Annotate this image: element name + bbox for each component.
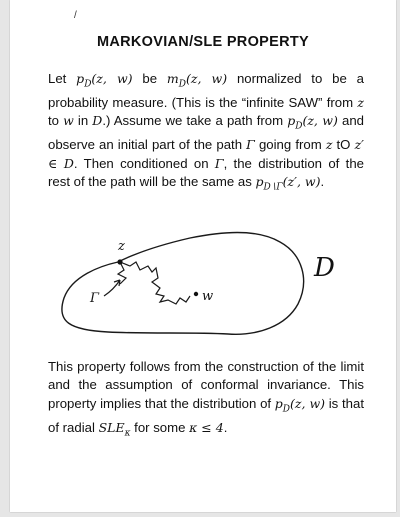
math-pD: $p_D(z$, w) [76, 71, 133, 90]
math-mD: $m_D(z$, w) [166, 71, 228, 90]
text: .) Assume we take a path from [102, 113, 288, 129]
text: . [223, 419, 228, 435]
paragraph-conclusion [48, 358, 364, 443]
label-gamma: Γ [90, 291, 100, 306]
text: tO [332, 137, 355, 153]
math-w: w [63, 113, 74, 129]
point-z [117, 259, 122, 264]
math-z: z [357, 94, 364, 110]
page-mark: / [74, 10, 77, 21]
domain-boundary [62, 233, 304, 335]
math-D: D [92, 113, 103, 129]
text: . Then conditioned on [73, 155, 215, 171]
label-D: D [314, 253, 335, 283]
text: going from [254, 137, 326, 153]
text: normalized to be a probability measure. (This is the “infinite SAW” from [48, 71, 364, 110]
math-sle: $SLE_\kappa$ [98, 419, 131, 439]
text: . [320, 174, 325, 190]
text: and observe an initial part of the path [48, 113, 364, 153]
math-pD: $p_D(z$, w) [274, 395, 326, 415]
path-gamma [118, 262, 190, 304]
label-w: w [202, 289, 214, 304]
gamma-arrow [104, 280, 120, 296]
document-page [10, 0, 396, 512]
text: be [132, 71, 167, 86]
math-z: z [325, 137, 333, 153]
text: Let [48, 71, 77, 86]
math-kappa-bound: κ ≤ 4 [189, 419, 224, 435]
math-pD-minus-gamma: $p_{D∖\Gamma}(z'$, w) [255, 174, 321, 193]
text: for some [130, 419, 190, 435]
label-z: z [118, 239, 125, 254]
text: This property follows from the construction of the limit and the assumption of conformal invariance. This property implies that the distribution of [48, 359, 364, 411]
text: , the distribution of the rest of the path will be the same as [48, 155, 364, 190]
page-title: MARKOVIAN/SLE PROPERTY [96, 34, 310, 50]
math-gamma: Γ [246, 137, 255, 153]
point-w [194, 292, 198, 296]
text: to [48, 113, 64, 129]
math-gamma: Γ [214, 155, 224, 171]
text: in [73, 113, 93, 129]
math-pD: $p_D(z$, w) [287, 113, 338, 132]
text: is that of radial [48, 395, 364, 435]
math-zprime-in-D: z′ ∈ D [48, 137, 364, 171]
